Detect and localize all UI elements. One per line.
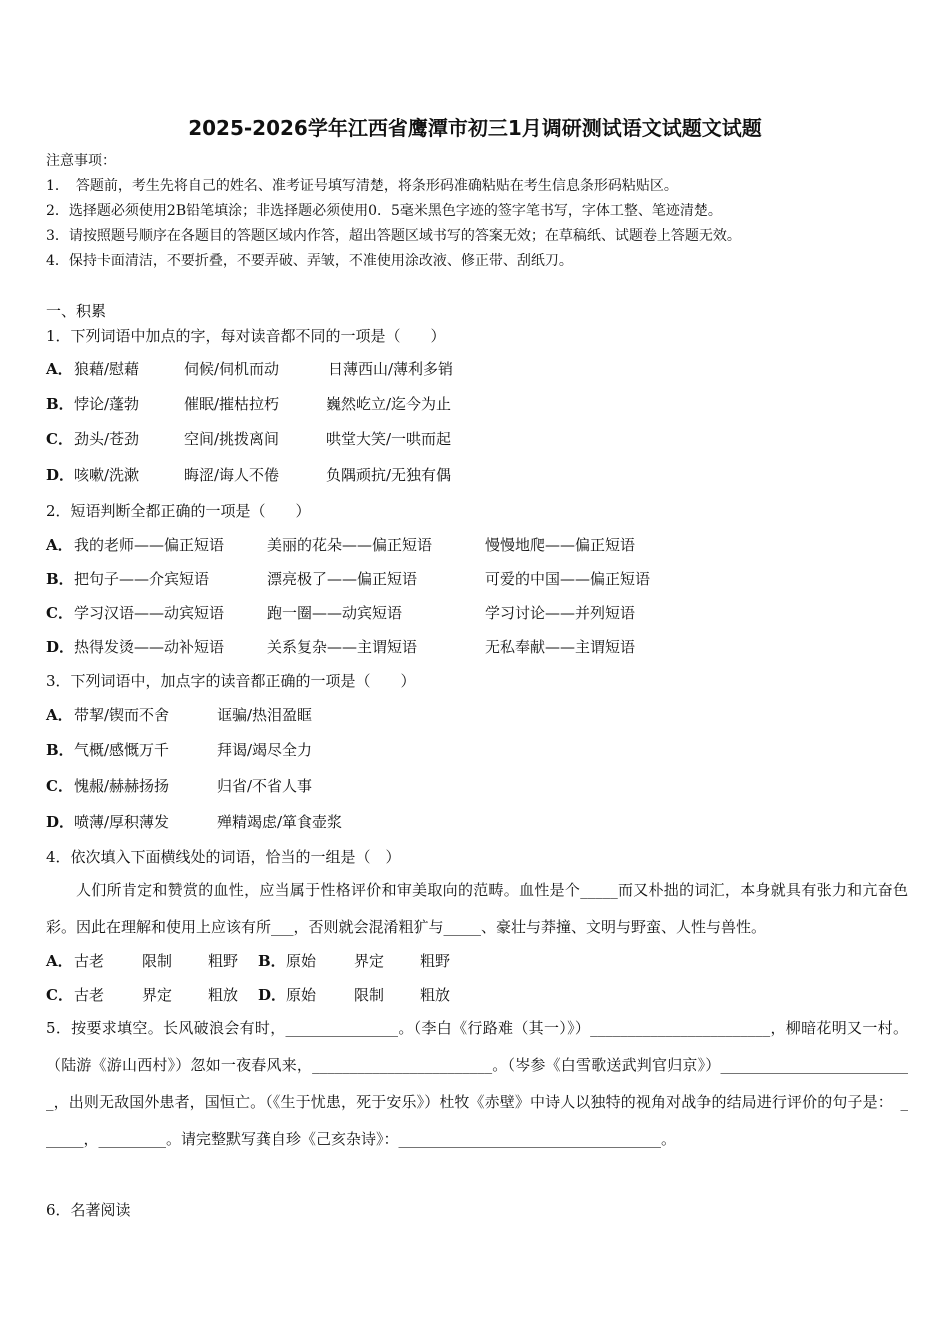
q2-option-b bbox=[46, 569, 651, 589]
option-text: 狼藉/慰藉 bbox=[74, 360, 140, 378]
option-text: 空间/挑拨离间 bbox=[184, 430, 280, 448]
option-text: 原始 bbox=[286, 986, 317, 1004]
option-label: C． bbox=[46, 430, 73, 448]
notice-item: 4．保持卡面清洁，不要折叠，不要弄破、弄皱，不准使用涂改液、修正带、刮纸刀。 bbox=[46, 253, 573, 269]
option-text: 晦涩/诲人不倦 bbox=[184, 466, 280, 484]
option-text: 诓骗/热泪盈眶 bbox=[217, 706, 313, 724]
option-label: B． bbox=[46, 395, 74, 413]
q4-options-row-2 bbox=[46, 985, 451, 1005]
q4-options-row-1 bbox=[46, 951, 451, 971]
option-text: 归省/不省人事 bbox=[217, 777, 313, 795]
option-text: 原始 bbox=[286, 952, 317, 970]
page-title: 2025-2026学年江西省鹰潭市初三1月调研测试语文试题文试题 bbox=[188, 116, 762, 140]
option-text: 限制 bbox=[142, 952, 173, 970]
option-text: 热得发烫——动补短语 bbox=[74, 638, 225, 656]
q3-option-c bbox=[46, 776, 313, 796]
option-label: B． bbox=[258, 952, 286, 970]
option-text: 伺候/伺机而动 bbox=[184, 360, 280, 378]
option-text: 悖论/蓬勃 bbox=[74, 395, 140, 413]
option-text: 粗野 bbox=[420, 952, 451, 970]
option-text: 劲头/苍劲 bbox=[74, 430, 140, 448]
option-label: C． bbox=[46, 604, 73, 622]
option-text: 学习汉语——动宾短语 bbox=[74, 604, 225, 622]
option-text: 漂亮极了——偏正短语 bbox=[267, 570, 418, 588]
option-text: 催眠/摧枯拉朽 bbox=[184, 395, 280, 413]
question-5-text: 5．按要求填空。长风破浪会有时，_______________。（李白《行路难（其一）》）________________________，柳暗花明又一村。（陆游《游山西村》）忽如一夜春风来，________________________。（岑参《白雪歌送武判官归京》）__________________________，出则无敌国外患者，国恒亡。（《生于忧患，死于安乐》）杜牧《赤壁》中诗人以独特的视角对战争的结局进行评价的句子是： ______，_________。请完整默写龚自珍《己亥杂诗》：___________________________________。 bbox=[46, 1019, 908, 1148]
option-label: D． bbox=[46, 813, 75, 831]
option-text: 带挈/锲而不舍 bbox=[74, 706, 170, 724]
option-text: 古老 bbox=[74, 952, 105, 970]
option-text: 咳嗽/洗漱 bbox=[74, 466, 140, 484]
option-text: 气概/感慨万千 bbox=[74, 741, 170, 759]
option-text: 拜谒/竭尽全力 bbox=[217, 741, 313, 759]
option-label: A． bbox=[46, 536, 73, 554]
option-text: 古老 bbox=[74, 986, 105, 1004]
option-text: 学习讨论——并列短语 bbox=[485, 604, 636, 622]
q3-option-d bbox=[46, 812, 343, 832]
q1-option-d bbox=[46, 465, 452, 485]
option-text: 关系复杂——主谓短语 bbox=[267, 638, 418, 656]
option-text: 负隅顽抗/无独有偶 bbox=[326, 466, 452, 484]
option-text: 美丽的花朵——偏正短语 bbox=[267, 536, 433, 554]
option-text: 粗放 bbox=[420, 986, 451, 1004]
q3-option-b bbox=[46, 740, 313, 760]
notice-item: 1． 答题前，考生先将自己的姓名、准考证号填写清楚，将条形码准确粘贴在考生信息条形码粘贴区。 bbox=[46, 178, 678, 194]
option-text: 界定 bbox=[354, 952, 385, 970]
option-text: 巍然屹立/迄今为止 bbox=[326, 395, 452, 413]
q1-option-a bbox=[46, 359, 454, 379]
q2-option-c bbox=[46, 603, 636, 623]
question-2-stem: 2．短语判断全都正确的一项是（ ） bbox=[46, 502, 311, 520]
option-label: D． bbox=[46, 638, 75, 656]
notice-heading: 注意事项： bbox=[46, 153, 116, 169]
option-text: 界定 bbox=[142, 986, 173, 1004]
option-label: D． bbox=[258, 986, 287, 1004]
option-text: 我的老师——偏正短语 bbox=[74, 536, 225, 554]
question-1-stem: 1．下列词语中加点的字，每对读音都不同的一项是（ ） bbox=[46, 327, 446, 345]
section-heading: 一、积累 bbox=[46, 302, 107, 320]
option-label: A． bbox=[46, 706, 73, 724]
option-label: C． bbox=[46, 777, 73, 795]
option-label: A． bbox=[46, 360, 73, 378]
q3-option-a bbox=[46, 705, 313, 725]
q1-option-c bbox=[46, 429, 452, 449]
option-text: 把句子——介宾短语 bbox=[74, 570, 210, 588]
option-text: 慢慢地爬——偏正短语 bbox=[485, 536, 636, 554]
option-text: 哄堂大笑/一哄而起 bbox=[326, 430, 452, 448]
question-4-passage: 人们所肯定和赞赏的血性，应当属于性格评价和审美取向的范畴。血性是个_____而又朴拙的词汇，本身就具有张力和亢奋色彩。因此在理解和使用上应该有所___，否则就会混淆粗犷与_____、豪壮与莽撞、文明与野蛮、人性与兽性。 bbox=[46, 881, 908, 936]
option-text: 日薄西山/薄利多销 bbox=[328, 360, 454, 378]
option-label: B． bbox=[46, 741, 74, 759]
option-text: 愧赧/赫赫扬扬 bbox=[74, 777, 170, 795]
question-3-stem: 3．下列词语中，加点字的读音都正确的一项是（ ） bbox=[46, 672, 416, 690]
option-text: 殚精竭虑/箪食壶浆 bbox=[217, 813, 343, 831]
option-label: B． bbox=[46, 570, 74, 588]
notice-item: 3．请按照题号顺序在各题目的答题区域内作答，超出答题区域书写的答案无效；在草稿纸、试题卷上答题无效。 bbox=[46, 228, 741, 244]
option-text: 粗放 bbox=[208, 986, 239, 1004]
question-4-stem: 4．依次填入下面横线处的词语，恰当的一组是（ ） bbox=[46, 848, 401, 866]
question-6-stem: 6．名著阅读 bbox=[46, 1201, 131, 1219]
option-label: A． bbox=[46, 952, 73, 970]
q2-option-a bbox=[46, 535, 636, 555]
notice-item: 2．选择题必须使用2B铅笔填涂；非选择题必须使用0．5毫米黑色字迹的签字笔书写，字体工整、笔迹清楚。 bbox=[46, 203, 722, 219]
q2-option-d bbox=[46, 637, 636, 657]
option-text: 粗野 bbox=[208, 952, 239, 970]
option-text: 可爱的中国——偏正短语 bbox=[485, 570, 651, 588]
option-label: D． bbox=[46, 466, 75, 484]
option-text: 限制 bbox=[354, 986, 385, 1004]
option-label: C． bbox=[46, 986, 73, 1004]
q1-option-b bbox=[46, 394, 452, 414]
option-text: 跑一圈——动宾短语 bbox=[267, 604, 403, 622]
option-text: 无私奉献——主谓短语 bbox=[485, 638, 636, 656]
option-text: 喷薄/厚积薄发 bbox=[74, 813, 170, 831]
